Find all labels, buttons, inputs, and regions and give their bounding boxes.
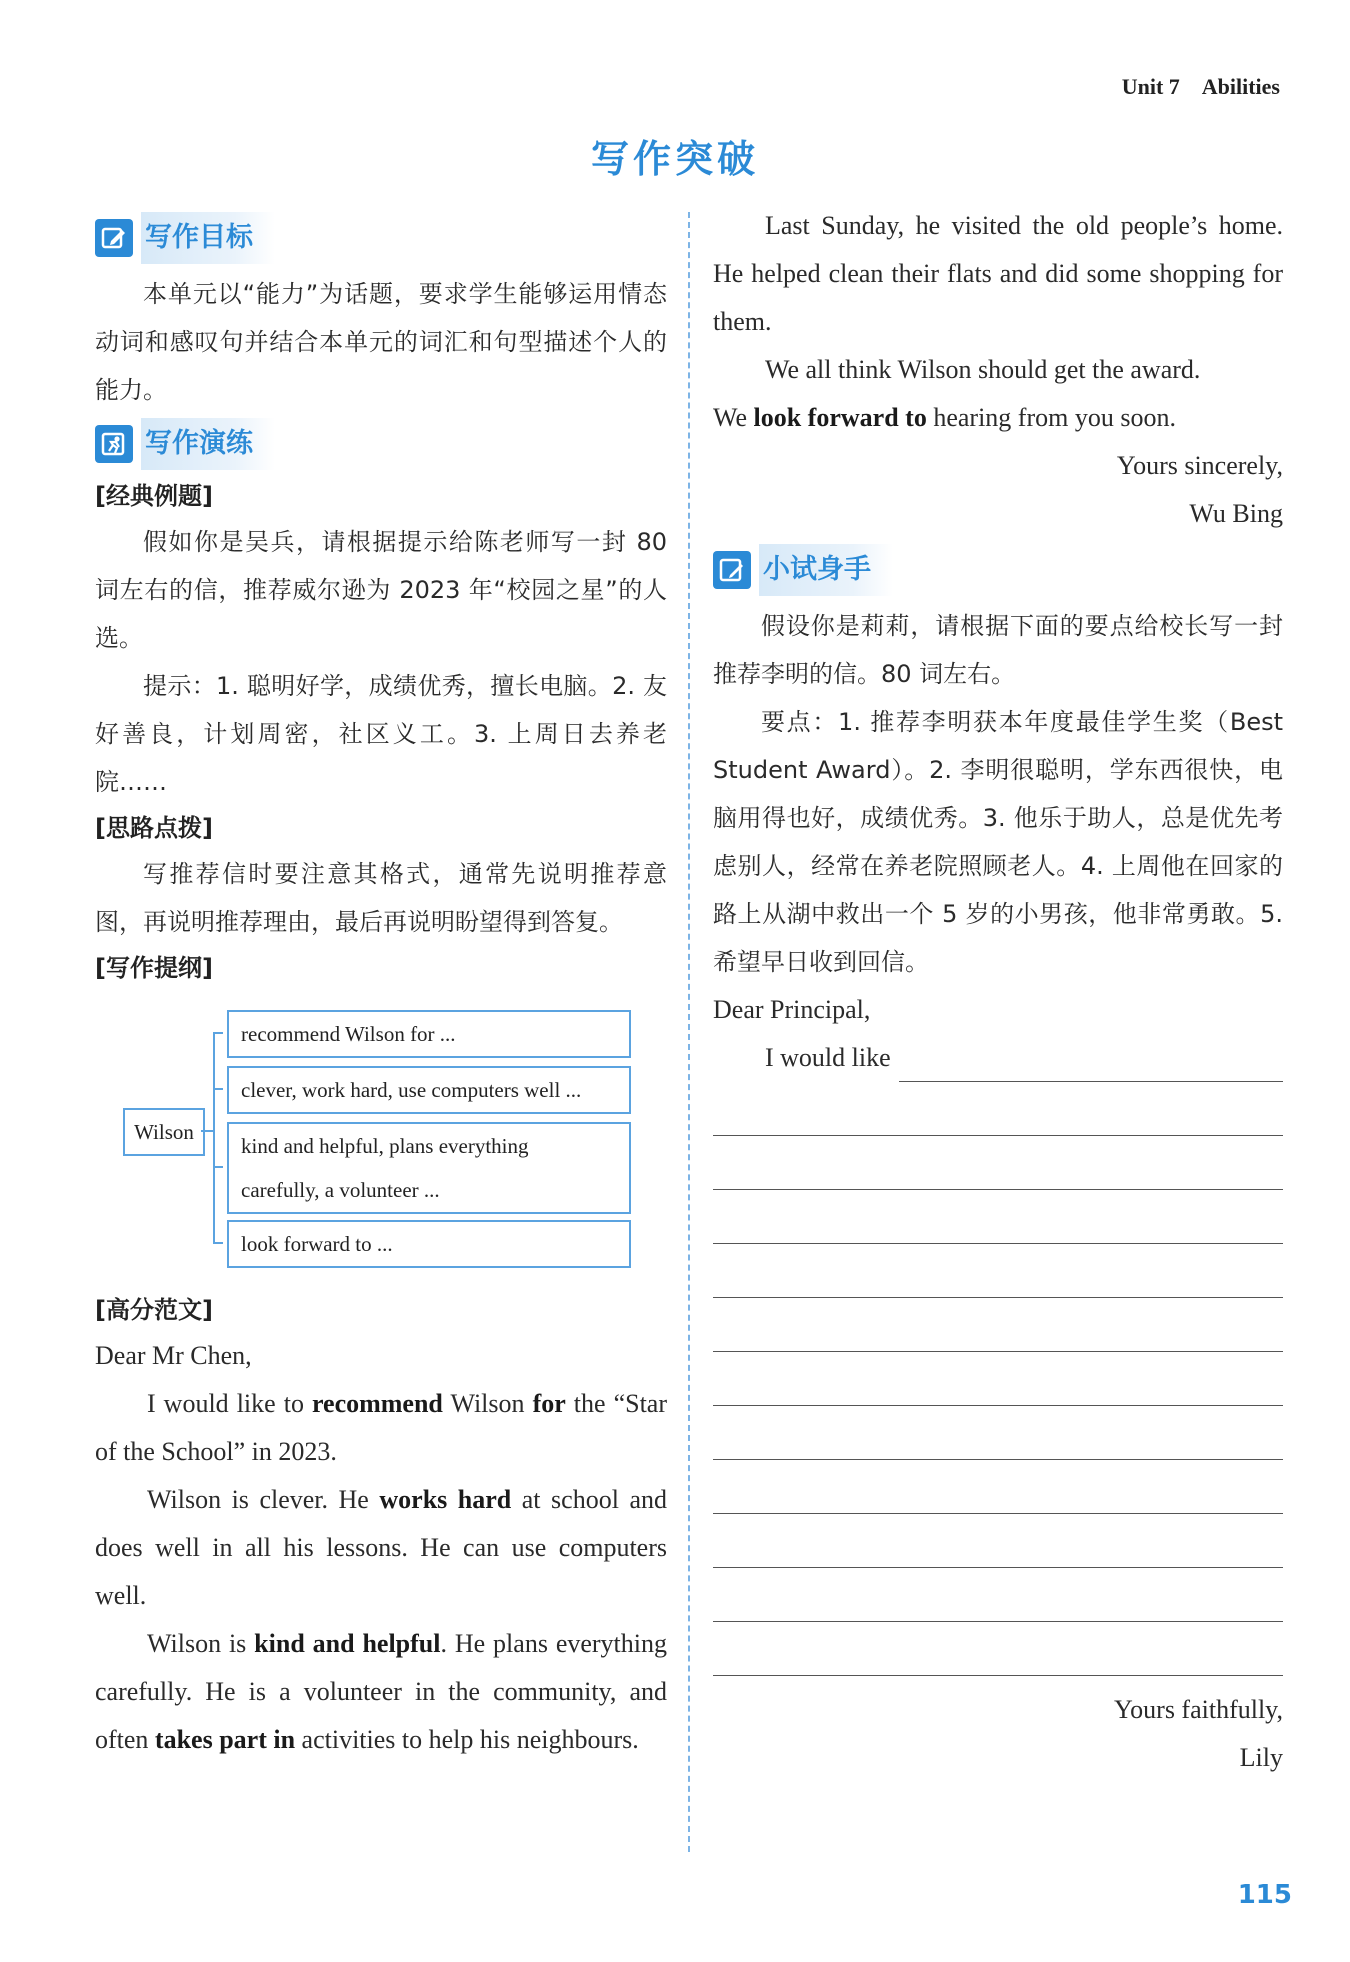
text-run: Wilson is <box>147 1629 255 1658</box>
model-paragraph-6 <box>713 394 1283 442</box>
writing-line[interactable] <box>713 1406 1283 1460</box>
runner-icon <box>95 425 133 463</box>
left-column <box>95 212 667 1764</box>
text-run: hearing from you soon. <box>926 403 1176 432</box>
try-task: 假设你是莉莉，请根据下面的要点给校长写一封推荐李明的信。80 词左右。 <box>713 612 1283 688</box>
section-heading-practice <box>95 422 667 466</box>
writing-line[interactable] <box>713 1082 1283 1136</box>
text-run: at school and does well in all his lessons. He can use computers well. <box>95 1485 667 1610</box>
writing-area[interactable] <box>713 1082 1283 1676</box>
model-signature: Wu Bing <box>1189 499 1283 528</box>
text-run: Wilson <box>442 1389 533 1418</box>
section-heading-try <box>713 548 1283 592</box>
writing-line[interactable] <box>713 1190 1283 1244</box>
outline-box-line: kind and helpful, plans everything <box>241 1134 529 1158</box>
key-phrase: for <box>532 1389 566 1418</box>
outline-connector <box>201 1130 213 1132</box>
writing-line[interactable] <box>713 1622 1283 1676</box>
practice-title: 写作演练 <box>141 418 275 470</box>
text-run: activities to help his neighbours. <box>295 1725 639 1754</box>
outline-heading: [写作提纲] <box>95 954 213 982</box>
text-run: We <box>713 403 754 432</box>
key-phrase: works hard <box>379 1485 512 1514</box>
try-closing: Yours faithfully, <box>1113 1695 1283 1724</box>
text-run: Wilson is clever. He <box>147 1485 380 1514</box>
example-heading: [经典例题] <box>95 482 213 510</box>
writing-line[interactable] <box>713 1136 1283 1190</box>
try-start: I would like <box>765 1043 891 1072</box>
model-greeting: Dear Mr Chen, <box>95 1341 252 1370</box>
text-run: I would like to <box>147 1389 312 1418</box>
key-phrase: recommend <box>311 1389 443 1418</box>
unit-topic: Abilities <box>1201 74 1280 99</box>
pencil-edit-icon <box>95 219 133 257</box>
outline-connector <box>213 1088 223 1090</box>
goal-text: 本单元以“能力”为话题，要求学生能够运用情态动词和感叹句并结合本单元的词汇和句型描述个人的能力。 <box>95 280 667 404</box>
page-title: 写作突破 <box>590 137 759 181</box>
pen-paper-icon <box>713 551 751 589</box>
model-paragraph-5: We all think Wilson should get the award. <box>765 355 1201 384</box>
model-paragraph-2 <box>95 1476 667 1620</box>
text-run: . He plans everything carefully. He is a volunteer in the community, and often <box>95 1629 667 1754</box>
key-phrase: takes part in <box>154 1725 296 1754</box>
outline-box-line: carefully, a volunteer ... <box>241 1178 440 1202</box>
outline-connector <box>213 1032 215 1242</box>
idea-text: 写推荐信时要注意其格式，通常先说明推荐意图，再说明推荐理由，最后再说明盼望得到答复。 <box>95 860 667 936</box>
key-phrase: look forward to <box>753 403 927 432</box>
writing-line[interactable] <box>713 1298 1283 1352</box>
model-paragraph-4: Last Sunday, he visited the old people’s home. He helped clean their flats and did some shopping for them. <box>713 211 1283 336</box>
outline-box: recommend Wilson for ... <box>227 1010 631 1058</box>
writing-line[interactable] <box>713 1568 1283 1622</box>
outline-connector <box>213 1242 223 1244</box>
try-greeting: Dear Principal, <box>713 995 871 1024</box>
goal-title: 写作目标 <box>141 212 275 264</box>
writing-blank[interactable] <box>899 1051 1283 1082</box>
text-run: the “Star of the School” in 2023. <box>95 1389 667 1466</box>
try-points: 要点：1. 推荐李明获本年度最佳学生奖（Best Student Award）。2. 李明很聪明，学东西很快，电脑用得也好，成绩优秀。3. 他乐于助人，总是优先考虑别人，经常在养老院照顾老人。4. 上周他在回家的路上从湖中救出一个 5 岁的小男孩，他非常勇敢。5. 希望早日收到回信。 <box>713 708 1283 976</box>
unit-header <box>1122 74 1280 100</box>
example-text: 假如你是吴兵，请根据提示给陈老师写一封 80 词左右的信，推荐威尔逊为 2023 年“校园之星”的人选。 <box>95 528 667 652</box>
column-divider <box>688 212 690 1852</box>
key-phrase: kind and helpful <box>254 1629 441 1658</box>
writing-line[interactable] <box>713 1244 1283 1298</box>
outline-root: Wilson <box>123 1108 205 1156</box>
unit-label: Unit 7 <box>1121 74 1180 99</box>
page-number: 115 <box>1237 1880 1292 1910</box>
writing-line[interactable] <box>713 1460 1283 1514</box>
model-closing: Yours sincerely, <box>1116 451 1283 480</box>
try-signature: Lily <box>1239 1743 1283 1772</box>
writing-line[interactable] <box>713 1514 1283 1568</box>
hint-text: 提示：1. 聪明好学，成绩优秀，擅长电脑。2. 友好善良，计划周密，社区义工。3. 上周日去养老院…… <box>95 672 667 796</box>
outline-connector <box>213 1166 223 1168</box>
try-title: 小试身手 <box>759 544 893 596</box>
model-heading: [高分范文] <box>95 1296 213 1324</box>
section-heading-goal <box>95 216 667 260</box>
writing-outline-diagram <box>95 994 667 1284</box>
right-column <box>713 202 1283 1782</box>
outline-box: clever, work hard, use computers well ... <box>227 1066 631 1114</box>
idea-heading: [思路点拨] <box>95 814 213 842</box>
writing-first-line <box>713 1034 1283 1082</box>
outline-box <box>227 1122 631 1214</box>
outline-connector <box>213 1032 223 1034</box>
outline-box: look forward to ... <box>227 1220 631 1268</box>
model-paragraph-1 <box>95 1380 667 1476</box>
model-paragraph-3 <box>95 1620 667 1764</box>
writing-line[interactable] <box>713 1352 1283 1406</box>
